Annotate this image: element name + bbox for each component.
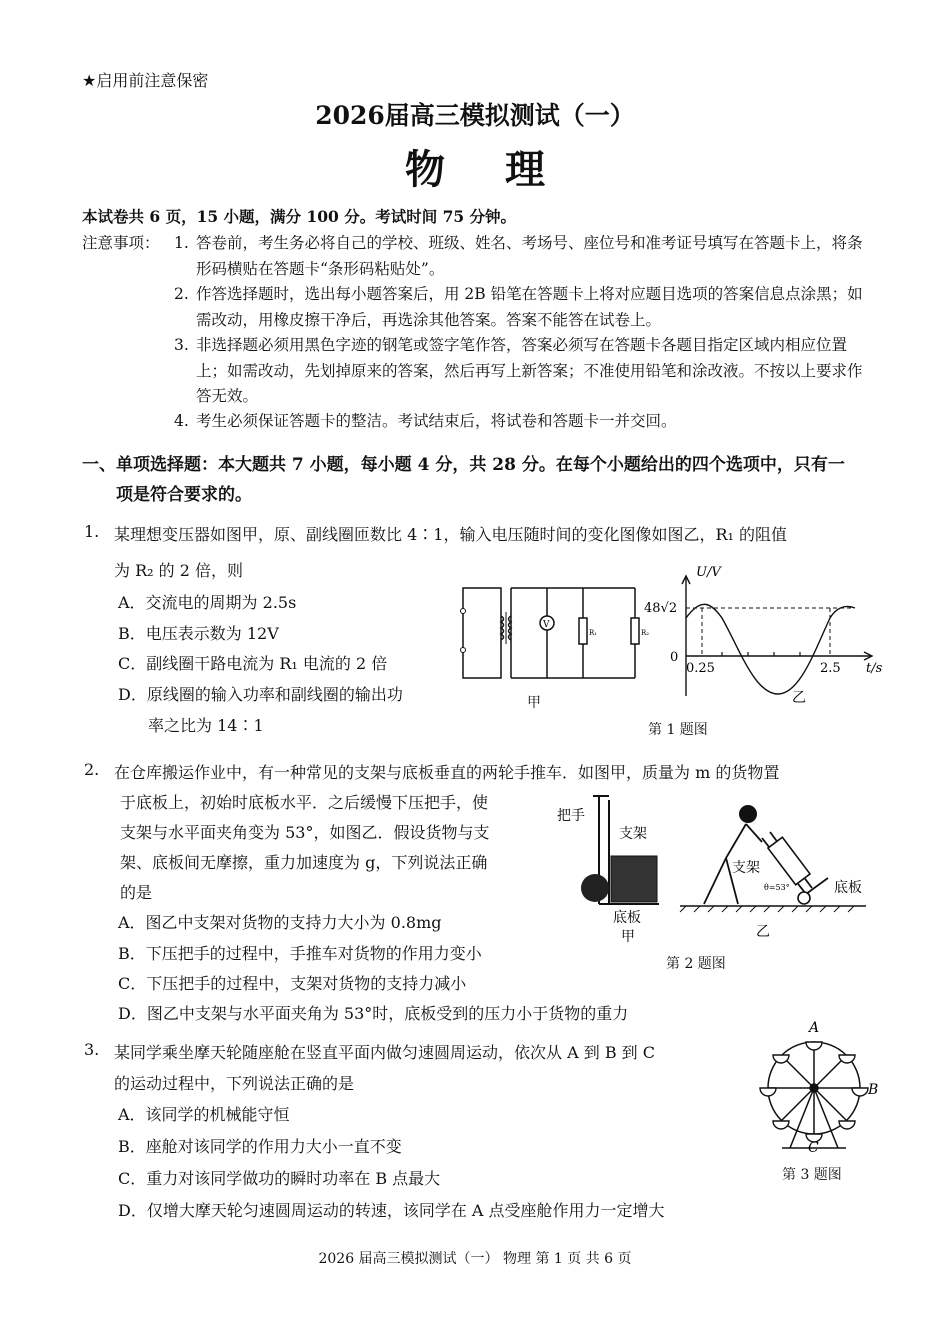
point-a-label: A (809, 1020, 820, 1036)
q3-option-a: A．该同学的机械能守恒 (118, 1105, 290, 1124)
q2-cart-figure-a (555, 786, 675, 946)
frame-label: 支架 (619, 826, 647, 842)
graph-t1-label: 0.25 (686, 661, 715, 676)
cabin (852, 1088, 868, 1096)
confidential-mark: ★启用前注意保密 (82, 71, 209, 90)
cabin (806, 1042, 822, 1050)
note-item: 1. 答卷前，考生务必将自己的学校、班级、姓名、考场号、座位号和准考证号填写在答题卡上，将条形码横贴在答题卡“条形码粘贴处”。 (174, 231, 874, 282)
q2-cart-figure-b (676, 798, 876, 938)
q3-caption: 第 3 题图 (782, 1167, 842, 1183)
q1-option-d-cont: 率之比为 14∶1 (148, 716, 264, 735)
q1-number: 1. (84, 522, 100, 541)
q2-stem: 在仓库搬运作业中，有一种常见的支架与底板垂直的两轮手推车．如图甲，质量为 m 的货物置 (114, 763, 780, 782)
page-footer: 2026 届高三模拟测试（一） 物理 第 1 页 共 6 页 (318, 1251, 632, 1267)
q3-stem: 的运动过程中，下列说法正确的是 (114, 1074, 355, 1093)
q1-caption: 第 1 题图 (648, 722, 708, 738)
q1-fig-a-label: 甲 (527, 695, 541, 711)
exam-info: 本试卷共 6 页，15 小题，满分 100 分。考试时间 75 分钟。 (82, 207, 517, 226)
section-heading: 一、单项选择题：本大题共 7 小题，每小题 4 分，共 28 分。在每个小题给出的四个选项中，只有一 项是符合要求的。 (82, 455, 845, 505)
cart-wheel (581, 874, 609, 902)
q2-option-d: D．图乙中支架与水平面夹角为 53°时，底板受到的压力小于货物的重力 (118, 1004, 629, 1023)
handle-label: 把手 (557, 808, 585, 824)
q2-stem: 架、底板间无摩擦，重力加速度为 g，下列说法正确 (120, 853, 488, 872)
note-item: 3. 非选择题必须用黑色字迹的钢笔或签字笔作答，答案必须写在答题卡各题目指定区域内相应位置上；如需改动，先划掉原来的答案，然后再写上新答案；不准使用铅笔和涂改液。不按以上要求作答无效。 (174, 333, 874, 410)
q1-voltage-graph (640, 566, 885, 706)
r2-label: R₂ (641, 629, 650, 637)
q3-ferris-wheel (756, 1016, 886, 1160)
r1-label: R₁ (589, 629, 598, 637)
q3-stem: 某同学乘坐摩天轮随座舱在竖直平面内做匀速圆周运动，依次从 A 到 B 到 C (114, 1043, 655, 1062)
graph-t2-label: 2.5 (820, 661, 841, 676)
q1-option-d: D．原线圈的输入功率和副线圈的输出功 (118, 685, 403, 704)
note-text: 答卷前，考生务必将自己的学校、班级、姓名、考场号、座位号和准考证号填写在答题卡上，将条形码横贴在答题卡“条形码粘贴处”。 (196, 234, 863, 278)
cabin (773, 1121, 789, 1129)
note-item: 4. 考生必须保证答题卡的整洁。考试结束后，将试卷和答题卡一并交回。 (174, 409, 874, 435)
note-text: 作答选择题时，选出每小题答案后，用 2B 铅笔在答题卡上将对应题目选项的答案信息点涂黑；如需改动，用橡皮擦干净后，再选涂其他答案。答案不能答在试卷上。 (196, 285, 863, 329)
note-item: 2. 作答选择题时，选出每小题答案后，用 2B 铅笔在答题卡上将对应题目选项的答案信息点涂黑；如需改动，用橡皮擦干净后，再选涂其他答案。答案不能答在试卷上。 (174, 282, 874, 333)
q2-stem: 的是 (120, 883, 153, 902)
graph-peak-label: 48√2 (644, 601, 678, 616)
base-label-b: 底板 (834, 880, 862, 896)
angle-label: θ=53° (764, 883, 790, 892)
q1-fig-b-label: 乙 (792, 690, 806, 706)
cargo-box (611, 856, 657, 902)
cart-wheel-b (798, 892, 810, 904)
graph-ylabel: U/V (696, 565, 721, 580)
graph-origin-label: 0 (670, 650, 679, 665)
q2-option-a: A．图乙中支架对货物的支持力大小为 0.8mg (118, 913, 442, 932)
person-head (739, 805, 757, 823)
q2-fig-b-label: 乙 (756, 924, 770, 940)
voltmeter-label: V (543, 620, 550, 630)
q3-option-d: D．仅增大摩天轮匀速圆周运动的转速，该同学在 A 点受座舱作用力一定增大 (118, 1201, 665, 1220)
q3-number: 3. (84, 1040, 100, 1059)
notes-label: 注意事项： (82, 234, 160, 252)
q1-option-c: C．副线圈干路电流为 R₁ 电流的 2 倍 (118, 654, 388, 673)
exam-title: 2026届高三模拟测试（一） (315, 101, 635, 130)
q1-stem: 为 R₂ 的 2 倍，则 (114, 561, 243, 580)
cabin (839, 1121, 855, 1129)
q1-stem: 某理想变压器如图甲，原、副线圈匝数比 4∶1，输入电压随时间的变化图像如图乙，R₁ 的阻值 (114, 525, 787, 544)
q2-option-b: B．下压把手的过程中，手推车对货物的作用力变小 (118, 944, 482, 963)
point-b-label: B (868, 1082, 879, 1098)
q1-option-b: B．电压表示数为 12V (118, 624, 279, 643)
q1-option-a: A．交流电的周期为 2.5s (118, 593, 297, 612)
cabin (760, 1088, 776, 1096)
q3-option-b: B．座舱对该同学的作用力大小一直不变 (118, 1137, 402, 1156)
q2-stem: 于底板上，初始时底板水平．之后缓慢下压把手，使 (120, 793, 489, 812)
tilted-cargo (768, 837, 810, 885)
q2-fig-a-label: 甲 (621, 929, 635, 945)
note-text: 非选择题必须用黑色字迹的钢笔或签字笔作答，答案必须写在答题卡各题目指定区域内相应位置上；如需改动，先划掉原来的答案，然后再写上新答案；不准使用铅笔和涂改液。不按以上要求作答无效。 (196, 336, 863, 405)
q2-caption: 第 2 题图 (666, 956, 726, 972)
q1-circuit-diagram (455, 578, 650, 688)
base-label: 底板 (613, 910, 641, 926)
q2-option-c: C．下压把手的过程中，支架对货物的支持力减小 (118, 974, 467, 993)
frame-label-b: 支架 (732, 860, 760, 876)
subject-title: 物理 (405, 146, 605, 193)
graph-xlabel: t/s (866, 661, 883, 676)
q2-number: 2. (84, 760, 100, 779)
q2-stem: 支架与水平面夹角变为 53°，如图乙．假设货物与支 (120, 823, 490, 842)
q3-option-c: C．重力对该同学做功的瞬时功率在 B 点最大 (118, 1169, 441, 1188)
point-c-label: C (808, 1140, 819, 1156)
note-text: 考生必须保证答题卡的整洁。考试结束后，将试卷和答题卡一并交回。 (196, 412, 677, 430)
